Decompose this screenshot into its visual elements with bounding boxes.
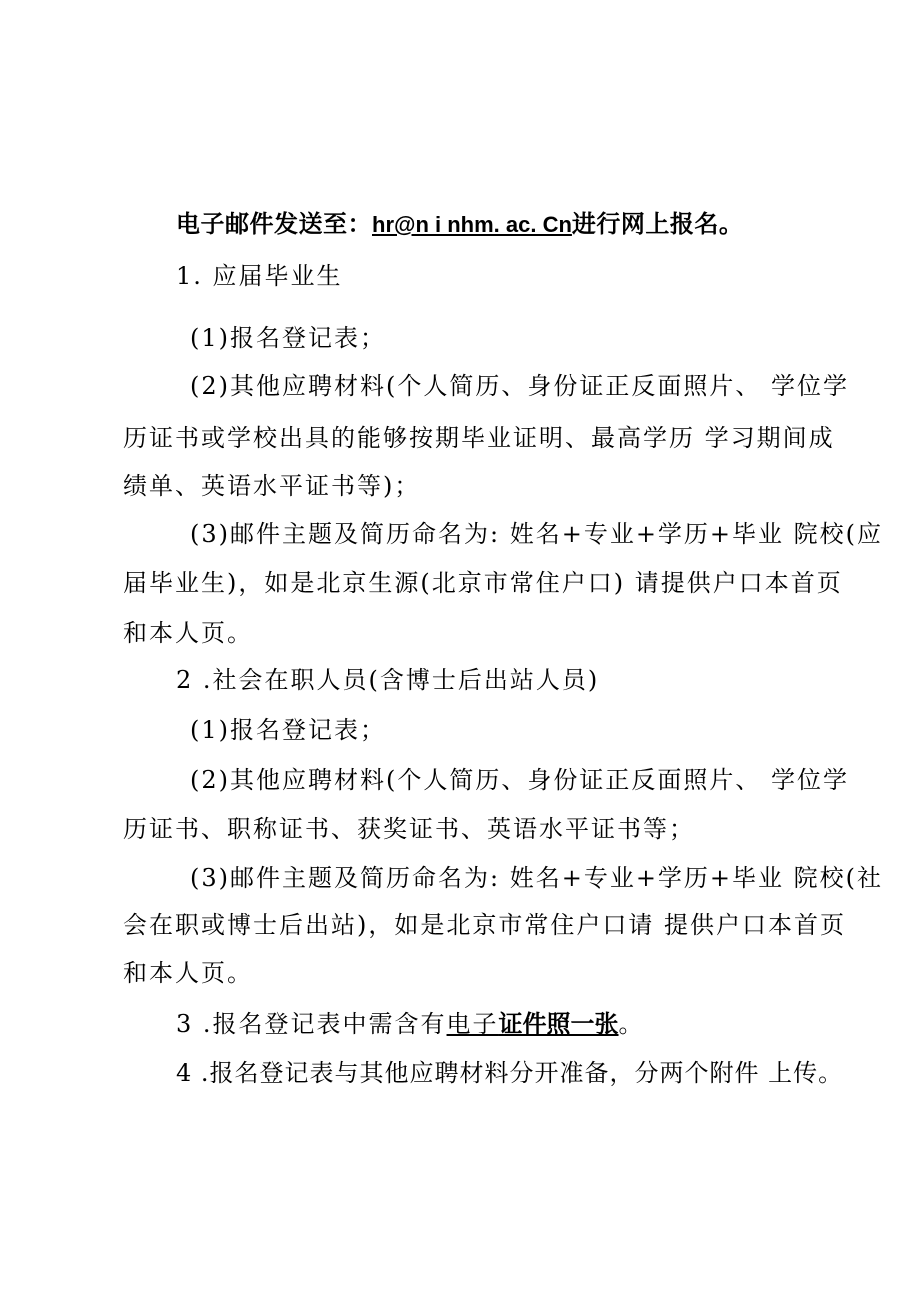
email-address-link[interactable]: hr@n i nhm. ac. Cn: [372, 212, 572, 237]
section2-item3-line2: 会在职或博士后出站)，如是北京市常住户口请 提供户口本首页: [123, 911, 846, 939]
email-prefix: 电子邮件发送至：: [176, 210, 372, 238]
section2-item2-line2: 历证书、职称证书、获奖证书、英语水平证书等；: [123, 815, 695, 843]
section1-item2-line2: 历证书或学校出具的能够按期毕业证明、最高学历 学习期间成: [123, 424, 835, 452]
section1-item3-line3: 和本人页。: [123, 619, 253, 647]
section3-underlined-bold: 证件照一张: [498, 1010, 619, 1038]
section3-line: [176, 1008, 645, 1040]
email-suffix: 进行网上报名。: [571, 210, 744, 238]
section1-item2-line3: 绩单、英语水平证书等)；: [123, 472, 421, 500]
section1-item3-line2: 届毕业生)，如是北京生源(北京市常住户口) 请提供户口本首页: [123, 569, 843, 597]
section2-item3-line3: 和本人页。: [123, 959, 253, 987]
section1-item2-line1: (2)其他应聘材料(个人简历、身份证正反面照片、 学位学: [190, 372, 849, 400]
section2-heading: 2 .社会在职人员(含博士后出站人员): [176, 666, 600, 694]
section2-item1: (1)报名登记表；: [190, 716, 386, 744]
section2-item2-line1: (2)其他应聘材料(个人简历、身份证正反面照片、 学位学: [190, 766, 849, 794]
section1-item1: (1)报名登记表；: [190, 324, 386, 352]
section1-heading: 1. 应届毕业生: [176, 262, 343, 290]
section3-prefix: 3 .报名登记表中需含有: [176, 1010, 447, 1038]
section3-suffix: 。: [618, 1010, 645, 1038]
section4-line: 4 .报名登记表与其他应聘材料分开准备，分两个附件 上传。: [176, 1059, 844, 1087]
section3-underlined-plain: 电子: [446, 1010, 499, 1038]
section1-item3-line1: (3)邮件主题及简历命名为: 姓名+专业+学历+毕业 院校(应: [190, 520, 884, 548]
section2-item3-line1: (3)邮件主题及简历命名为: 姓名+专业+学历+毕业 院校(社: [190, 864, 884, 892]
email-instruction: [176, 208, 743, 241]
